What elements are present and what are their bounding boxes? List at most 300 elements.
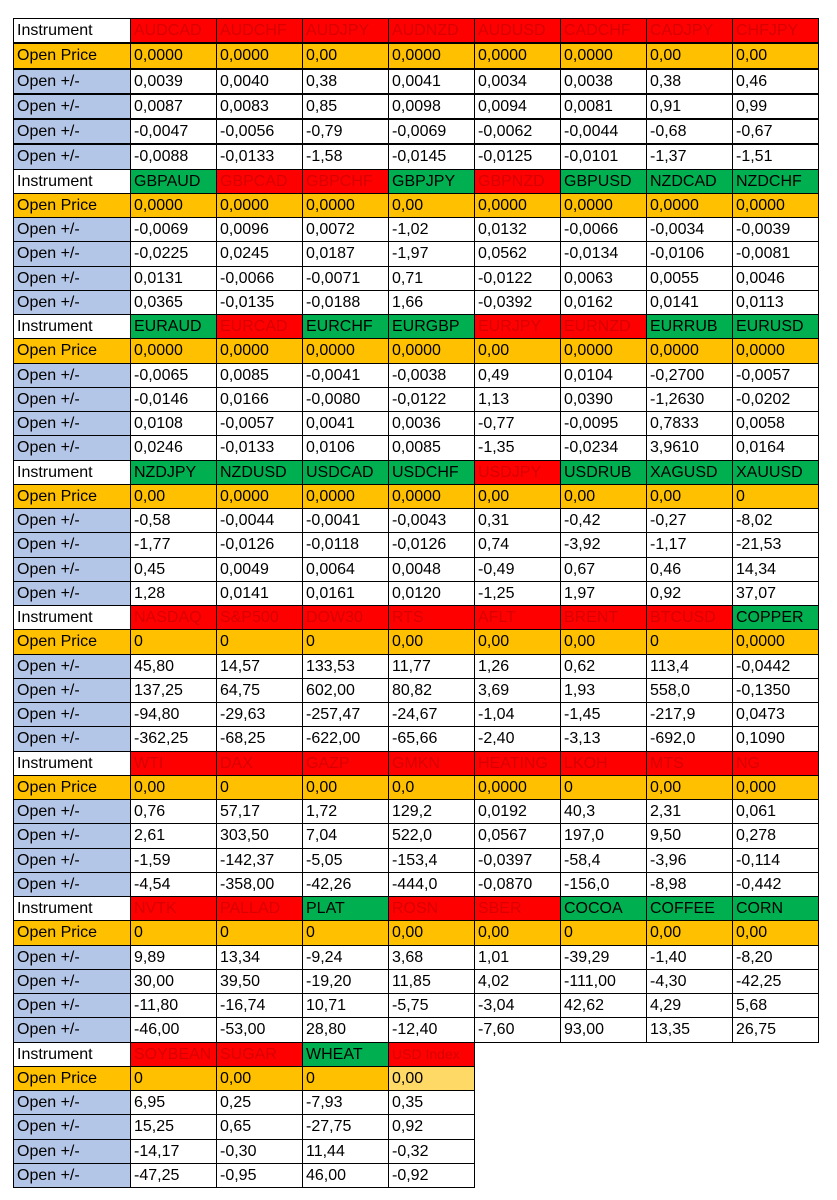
open-diff-cell: -68,25 xyxy=(217,727,303,751)
instrument-header: AUDJPY xyxy=(303,18,389,43)
open-diff-cell: 0,0141 xyxy=(217,582,303,606)
instrument-header: SOYBEAN xyxy=(131,1043,217,1067)
instrument-header: AUDUSD xyxy=(475,18,561,43)
open-diff-label: Open +/- xyxy=(13,679,131,703)
open-diff-cell: 0,0058 xyxy=(733,412,819,436)
instrument-header: HEATING xyxy=(475,752,561,776)
open-price-cell: 0 xyxy=(217,921,303,945)
open-diff-cell: -14,17 xyxy=(131,1140,217,1164)
instrument-header: ROSN xyxy=(389,897,475,921)
open-diff-cell: -0,0095 xyxy=(561,412,647,436)
open-diff-cell: -4,30 xyxy=(647,970,733,994)
open-diff-cell: 0,49 xyxy=(475,364,561,388)
instrument-block xyxy=(13,606,819,752)
open-diff-cell: 0,0049 xyxy=(217,558,303,582)
instrument-header: XAGUSD xyxy=(647,461,733,485)
open-diff-cell: 0,0041 xyxy=(389,69,475,94)
open-price-cell: 0,0000 xyxy=(131,194,217,218)
open-diff-cell: 13,35 xyxy=(647,1018,733,1042)
open-diff-cell: 57,17 xyxy=(217,800,303,824)
instrument-header: SUGAR xyxy=(217,1043,303,1067)
open-diff-cell: -0,0146 xyxy=(131,388,217,412)
open-price-cell: 0,0000 xyxy=(217,194,303,218)
open-diff-cell: 0,76 xyxy=(131,800,217,824)
open-diff-cell: -94,80 xyxy=(131,703,217,727)
open-diff-cell: -0,0118 xyxy=(303,533,389,557)
open-diff-cell: -7,93 xyxy=(303,1091,389,1115)
open-diff-label: Open +/- xyxy=(13,824,131,848)
instrument-table xyxy=(13,18,819,1188)
open-diff-cell: 93,00 xyxy=(561,1018,647,1042)
open-diff-cell: -0,0870 xyxy=(475,873,561,897)
instrument-label: Instrument xyxy=(13,461,131,485)
open-price-cell: 0 xyxy=(303,630,389,654)
open-price-label: Open Price xyxy=(13,1067,131,1091)
open-diff-cell: -257,47 xyxy=(303,703,389,727)
instrument-header: EURUSD xyxy=(733,315,819,339)
open-diff-cell: 303,50 xyxy=(217,824,303,848)
open-diff-cell: -0,0044 xyxy=(561,119,647,144)
instrument-header: NZDJPY xyxy=(131,461,217,485)
open-diff-cell: -1,04 xyxy=(475,703,561,727)
instrument-block xyxy=(13,461,819,607)
open-diff-cell: 2,31 xyxy=(647,800,733,824)
open-diff-cell: 0,0141 xyxy=(647,291,733,315)
open-diff-cell: -0,0047 xyxy=(131,119,217,144)
instrument-block xyxy=(13,752,819,898)
open-diff-cell: -0,0088 xyxy=(131,144,217,169)
open-diff-cell: -0,0145 xyxy=(389,144,475,169)
instrument-header: MTS xyxy=(647,752,733,776)
open-diff-cell: 0,0041 xyxy=(303,412,389,436)
open-diff-cell: -0,0065 xyxy=(131,364,217,388)
open-price-cell: 0,0000 xyxy=(303,194,389,218)
open-diff-cell: -2,40 xyxy=(475,727,561,751)
open-diff-cell: -27,75 xyxy=(303,1115,389,1139)
open-diff-cell: 602,00 xyxy=(303,679,389,703)
instrument-header: EURCHF xyxy=(303,315,389,339)
open-diff-cell: 0,0094 xyxy=(475,94,561,119)
instrument-label: Instrument xyxy=(13,897,131,921)
open-price-label: Open Price xyxy=(13,485,131,509)
open-diff-cell: 4,29 xyxy=(647,994,733,1018)
open-diff-cell: -11,80 xyxy=(131,994,217,1018)
open-price-cell: 0,00 xyxy=(647,43,733,68)
open-diff-cell: 0,92 xyxy=(647,582,733,606)
open-diff-cell: -358,00 xyxy=(217,873,303,897)
open-diff-cell: 26,75 xyxy=(733,1018,819,1042)
open-price-cell: 0 xyxy=(303,1067,389,1091)
open-diff-cell: 9,50 xyxy=(647,824,733,848)
open-diff-cell: 0,31 xyxy=(475,509,561,533)
open-diff-cell: 0,0192 xyxy=(475,800,561,824)
instrument-header: GMKN xyxy=(389,752,475,776)
open-diff-cell: 0,0085 xyxy=(389,436,475,460)
open-diff-cell: -5,75 xyxy=(389,994,475,1018)
open-diff-cell: -692,0 xyxy=(647,727,733,751)
open-diff-cell: 0,0113 xyxy=(733,291,819,315)
open-diff-cell: -0,0044 xyxy=(217,509,303,533)
open-diff-cell: -0,0133 xyxy=(217,436,303,460)
open-diff-cell: 0,0164 xyxy=(733,436,819,460)
instrument-header: NVTK xyxy=(131,897,217,921)
open-diff-cell: -0,0080 xyxy=(303,388,389,412)
open-diff-cell: -0,42 xyxy=(561,509,647,533)
open-price-cell: 0,0000 xyxy=(561,43,647,68)
open-price-cell: 0,0000 xyxy=(475,776,561,800)
open-diff-cell: -0,0043 xyxy=(389,509,475,533)
open-diff-cell: 0,85 xyxy=(303,94,389,119)
open-diff-cell: 0,0120 xyxy=(389,582,475,606)
open-diff-cell: -0,0397 xyxy=(475,849,561,873)
open-diff-cell: 42,62 xyxy=(561,994,647,1018)
open-diff-cell: -0,92 xyxy=(389,1164,475,1188)
open-price-cell: 0,00 xyxy=(647,921,733,945)
open-price-cell: 0,00 xyxy=(389,921,475,945)
open-diff-label: Open +/- xyxy=(13,218,131,242)
open-price-cell: 0,0000 xyxy=(217,339,303,363)
open-diff-cell: -1,59 xyxy=(131,849,217,873)
instrument-header: USDCHF xyxy=(389,461,475,485)
open-price-cell: 0,0000 xyxy=(647,194,733,218)
open-diff-label: Open +/- xyxy=(13,1115,131,1139)
open-diff-cell: 0,278 xyxy=(733,824,819,848)
open-price-cell: 0,0000 xyxy=(131,43,217,68)
open-diff-label: Open +/- xyxy=(13,388,131,412)
open-diff-cell: -0,0066 xyxy=(561,218,647,242)
open-diff-cell: -0,0133 xyxy=(217,144,303,169)
instrument-label: Instrument xyxy=(13,752,131,776)
open-diff-cell: -0,0125 xyxy=(475,144,561,169)
open-diff-cell: 0,0038 xyxy=(561,69,647,94)
open-diff-label: Open +/- xyxy=(13,533,131,557)
open-price-cell: 0,00 xyxy=(561,630,647,654)
open-diff-cell: -0,77 xyxy=(475,412,561,436)
open-diff-cell: -3,04 xyxy=(475,994,561,1018)
open-diff-cell: 0,91 xyxy=(647,94,733,119)
open-diff-label: Open +/- xyxy=(13,727,131,751)
open-diff-cell: 0,0104 xyxy=(561,364,647,388)
open-diff-cell: 0,71 xyxy=(389,267,475,291)
open-price-cell: 0 xyxy=(561,776,647,800)
open-diff-cell: -16,74 xyxy=(217,994,303,1018)
open-diff-cell: 0,0046 xyxy=(733,267,819,291)
instrument-header: USDRUB xyxy=(561,461,647,485)
instrument-header: AUDCHF xyxy=(217,18,303,43)
instrument-header: DOW30 xyxy=(303,606,389,630)
open-price-cell: 0,00 xyxy=(389,630,475,654)
instrument-header: CADCHF xyxy=(561,18,647,43)
open-diff-cell: 1,01 xyxy=(475,946,561,970)
open-diff-cell: 0,0063 xyxy=(561,267,647,291)
open-diff-cell: -0,0062 xyxy=(475,119,561,144)
open-diff-cell: -9,24 xyxy=(303,946,389,970)
instrument-header: EURAUD xyxy=(131,315,217,339)
instrument-header: NZDCAD xyxy=(647,170,733,194)
open-diff-cell: 0,65 xyxy=(217,1115,303,1139)
open-diff-cell: -65,66 xyxy=(389,727,475,751)
open-diff-cell: -47,25 xyxy=(131,1164,217,1188)
open-diff-cell: 37,07 xyxy=(733,582,819,606)
open-diff-cell: -0,0442 xyxy=(733,655,819,679)
open-diff-cell: -1,17 xyxy=(647,533,733,557)
open-diff-cell: -1,58 xyxy=(303,144,389,169)
instrument-header: COFFEE xyxy=(647,897,733,921)
open-diff-label: Open +/- xyxy=(13,291,131,315)
open-diff-cell: 197,0 xyxy=(561,824,647,848)
open-diff-cell: -0,0069 xyxy=(389,119,475,144)
open-diff-cell: -1,97 xyxy=(389,242,475,266)
instrument-header: USDCAD xyxy=(303,461,389,485)
open-diff-cell: 0,0246 xyxy=(131,436,217,460)
instrument-header: CADJPY xyxy=(647,18,733,43)
open-diff-cell: 0,0390 xyxy=(561,388,647,412)
open-diff-cell: -0,1350 xyxy=(733,679,819,703)
open-diff-cell: 80,82 xyxy=(389,679,475,703)
open-diff-label: Open +/- xyxy=(13,1140,131,1164)
open-diff-cell: -39,29 xyxy=(561,946,647,970)
open-diff-cell: -0,95 xyxy=(217,1164,303,1188)
instrument-label: Instrument xyxy=(13,606,131,630)
open-price-label: Open Price xyxy=(13,339,131,363)
instrument-header: XAUUSD xyxy=(733,461,819,485)
open-diff-cell: 0,0087 xyxy=(131,94,217,119)
open-diff-cell: -7,60 xyxy=(475,1018,561,1042)
instrument-header: AUDCAD xyxy=(131,18,217,43)
open-diff-label: Open +/- xyxy=(13,119,131,144)
open-diff-cell: -0,0126 xyxy=(217,533,303,557)
open-diff-cell: 558,0 xyxy=(647,679,733,703)
open-diff-cell: 1,93 xyxy=(561,679,647,703)
open-diff-label: Open +/- xyxy=(13,412,131,436)
open-price-cell: 0,0000 xyxy=(217,43,303,68)
open-price-cell: 0,00 xyxy=(647,776,733,800)
open-diff-cell: 1,72 xyxy=(303,800,389,824)
open-price-cell: 0,0000 xyxy=(561,339,647,363)
open-diff-cell: -1,25 xyxy=(475,582,561,606)
open-price-cell: 0 xyxy=(131,921,217,945)
instrument-block xyxy=(13,18,819,170)
open-diff-cell: 0,0187 xyxy=(303,242,389,266)
instrument-header: WTI xyxy=(131,752,217,776)
open-diff-cell: -1,37 xyxy=(647,144,733,169)
open-diff-cell: 0,0098 xyxy=(389,94,475,119)
open-diff-cell: -0,0034 xyxy=(647,218,733,242)
open-diff-cell: -0,30 xyxy=(217,1140,303,1164)
open-diff-cell: 7,04 xyxy=(303,824,389,848)
open-diff-cell: 1,13 xyxy=(475,388,561,412)
open-diff-cell: -1,02 xyxy=(389,218,475,242)
open-diff-cell: 0,0473 xyxy=(733,703,819,727)
instrument-header: USD Index xyxy=(389,1043,475,1067)
open-diff-cell: -4,54 xyxy=(131,873,217,897)
instrument-header: LKOH xyxy=(561,752,647,776)
open-diff-cell: 15,25 xyxy=(131,1115,217,1139)
open-diff-cell: 13,34 xyxy=(217,946,303,970)
open-diff-label: Open +/- xyxy=(13,1091,131,1115)
open-diff-cell: -1,45 xyxy=(561,703,647,727)
instrument-header: CORN xyxy=(733,897,819,921)
open-diff-cell: -362,25 xyxy=(131,727,217,751)
open-diff-cell: -0,2700 xyxy=(647,364,733,388)
open-price-cell: 0,00 xyxy=(475,339,561,363)
open-diff-cell: -0,0057 xyxy=(733,364,819,388)
instrument-header: BRENT xyxy=(561,606,647,630)
instrument-header: S&P500 xyxy=(217,606,303,630)
open-diff-cell: -0,0071 xyxy=(303,267,389,291)
open-price-cell: 0 xyxy=(647,630,733,654)
open-diff-cell: 1,28 xyxy=(131,582,217,606)
open-diff-cell: -0,0225 xyxy=(131,242,217,266)
open-price-cell: 0,0000 xyxy=(131,339,217,363)
instrument-header: PALLAD xyxy=(217,897,303,921)
open-price-cell: 0,0000 xyxy=(303,485,389,509)
open-diff-cell: -0,58 xyxy=(131,509,217,533)
open-diff-cell: 0,0040 xyxy=(217,69,303,94)
open-diff-cell: -156,0 xyxy=(561,873,647,897)
open-diff-cell: 3,68 xyxy=(389,946,475,970)
open-diff-cell: 0,46 xyxy=(647,558,733,582)
open-diff-cell: -53,00 xyxy=(217,1018,303,1042)
open-price-cell: 0,00 xyxy=(131,776,217,800)
open-diff-label: Open +/- xyxy=(13,1164,131,1188)
open-price-label: Open Price xyxy=(13,776,131,800)
open-diff-cell: 0,7833 xyxy=(647,412,733,436)
instrument-header: NASDAQ xyxy=(131,606,217,630)
open-diff-cell: 6,95 xyxy=(131,1091,217,1115)
open-diff-cell: -0,0101 xyxy=(561,144,647,169)
open-diff-cell: -0,0392 xyxy=(475,291,561,315)
open-diff-cell: -0,0122 xyxy=(389,388,475,412)
open-diff-label: Open +/- xyxy=(13,267,131,291)
open-diff-cell: 0,67 xyxy=(561,558,647,582)
open-price-cell: 0,00 xyxy=(475,630,561,654)
open-diff-cell: 0,0034 xyxy=(475,69,561,94)
instrument-header: NZDUSD xyxy=(217,461,303,485)
open-diff-label: Open +/- xyxy=(13,994,131,1018)
instrument-header: GBPJPY xyxy=(389,170,475,194)
open-diff-label: Open +/- xyxy=(13,946,131,970)
open-diff-cell: 3,9610 xyxy=(647,436,733,460)
instrument-header: EURCAD xyxy=(217,315,303,339)
instrument-header: EURNZD xyxy=(561,315,647,339)
open-diff-cell: 9,89 xyxy=(131,946,217,970)
open-diff-cell: -46,00 xyxy=(131,1018,217,1042)
open-diff-cell: 133,53 xyxy=(303,655,389,679)
open-diff-cell: -153,4 xyxy=(389,849,475,873)
open-diff-cell: 1,26 xyxy=(475,655,561,679)
instrument-header: EURRUB xyxy=(647,315,733,339)
open-price-cell: 0,00 xyxy=(475,485,561,509)
open-price-cell: 0,00 xyxy=(131,485,217,509)
instrument-block xyxy=(13,170,819,316)
open-diff-cell: 0,25 xyxy=(217,1091,303,1115)
open-diff-cell: 129,2 xyxy=(389,800,475,824)
open-diff-cell: -1,35 xyxy=(475,436,561,460)
open-price-cell: 0,0000 xyxy=(475,43,561,68)
open-diff-cell: 0,0055 xyxy=(647,267,733,291)
open-diff-cell: -0,49 xyxy=(475,558,561,582)
open-diff-cell: -3,13 xyxy=(561,727,647,751)
open-diff-label: Open +/- xyxy=(13,655,131,679)
open-diff-label: Open +/- xyxy=(13,436,131,460)
open-diff-cell: 0,0106 xyxy=(303,436,389,460)
open-diff-cell: 1,97 xyxy=(561,582,647,606)
open-price-cell: 0,00 xyxy=(389,194,475,218)
open-diff-cell: 64,75 xyxy=(217,679,303,703)
open-price-label: Open Price xyxy=(13,630,131,654)
open-diff-cell: -111,00 xyxy=(561,970,647,994)
open-diff-cell: -622,00 xyxy=(303,727,389,751)
instrument-header: GBPCAD xyxy=(217,170,303,194)
open-diff-cell: 0,0072 xyxy=(303,218,389,242)
open-diff-cell: -12,40 xyxy=(389,1018,475,1042)
open-price-cell: 0 xyxy=(131,1067,217,1091)
open-diff-cell: 2,61 xyxy=(131,824,217,848)
open-diff-cell: 0,0108 xyxy=(131,412,217,436)
open-diff-cell: 0,0166 xyxy=(217,388,303,412)
instrument-header: RTS xyxy=(389,606,475,630)
open-diff-cell: 0,62 xyxy=(561,655,647,679)
open-diff-cell: -217,9 xyxy=(647,703,733,727)
open-diff-cell: -0,0041 xyxy=(303,509,389,533)
open-diff-label: Open +/- xyxy=(13,800,131,824)
instrument-header: EURJPY xyxy=(475,315,561,339)
open-diff-cell: 0,35 xyxy=(389,1091,475,1115)
open-diff-cell: -142,37 xyxy=(217,849,303,873)
open-diff-label: Open +/- xyxy=(13,582,131,606)
open-diff-cell: 0,0161 xyxy=(303,582,389,606)
open-diff-cell: 14,34 xyxy=(733,558,819,582)
open-diff-cell: -8,98 xyxy=(647,873,733,897)
open-diff-cell: 45,80 xyxy=(131,655,217,679)
open-diff-cell: -0,0202 xyxy=(733,388,819,412)
open-diff-cell: -3,96 xyxy=(647,849,733,873)
instrument-header: COPPER xyxy=(733,606,819,630)
open-price-cell: 0,00 xyxy=(647,485,733,509)
open-price-cell: 0 xyxy=(131,630,217,654)
open-price-cell: 0,00 xyxy=(389,1067,475,1091)
open-diff-cell: 0,0365 xyxy=(131,291,217,315)
open-diff-label: Open +/- xyxy=(13,364,131,388)
instrument-header: SBER xyxy=(475,897,561,921)
open-diff-cell: 0,0081 xyxy=(561,94,647,119)
open-diff-cell: -1,40 xyxy=(647,946,733,970)
open-price-label: Open Price xyxy=(13,194,131,218)
open-price-cell: 0 xyxy=(217,776,303,800)
open-diff-cell: 0,38 xyxy=(647,69,733,94)
open-price-cell: 0,0000 xyxy=(561,194,647,218)
open-price-cell: 0 xyxy=(733,485,819,509)
open-diff-cell: -0,0066 xyxy=(217,267,303,291)
instrument-header: COCOA xyxy=(561,897,647,921)
open-diff-cell: 0,0083 xyxy=(217,94,303,119)
open-diff-cell: 0,1090 xyxy=(733,727,819,751)
open-diff-cell: -0,0126 xyxy=(389,533,475,557)
open-diff-cell: -0,27 xyxy=(647,509,733,533)
instrument-header: NZDCHF xyxy=(733,170,819,194)
open-diff-cell: 0,0048 xyxy=(389,558,475,582)
open-diff-cell: 0,0562 xyxy=(475,242,561,266)
open-diff-cell: 0,46 xyxy=(733,69,819,94)
open-price-cell: 0,00 xyxy=(303,776,389,800)
open-price-cell: 0,0000 xyxy=(733,630,819,654)
instrument-label: Instrument xyxy=(13,170,131,194)
instrument-label: Instrument xyxy=(13,1043,131,1067)
open-diff-cell: -0,0122 xyxy=(475,267,561,291)
open-diff-cell: 11,44 xyxy=(303,1140,389,1164)
open-diff-cell: 0,0036 xyxy=(389,412,475,436)
